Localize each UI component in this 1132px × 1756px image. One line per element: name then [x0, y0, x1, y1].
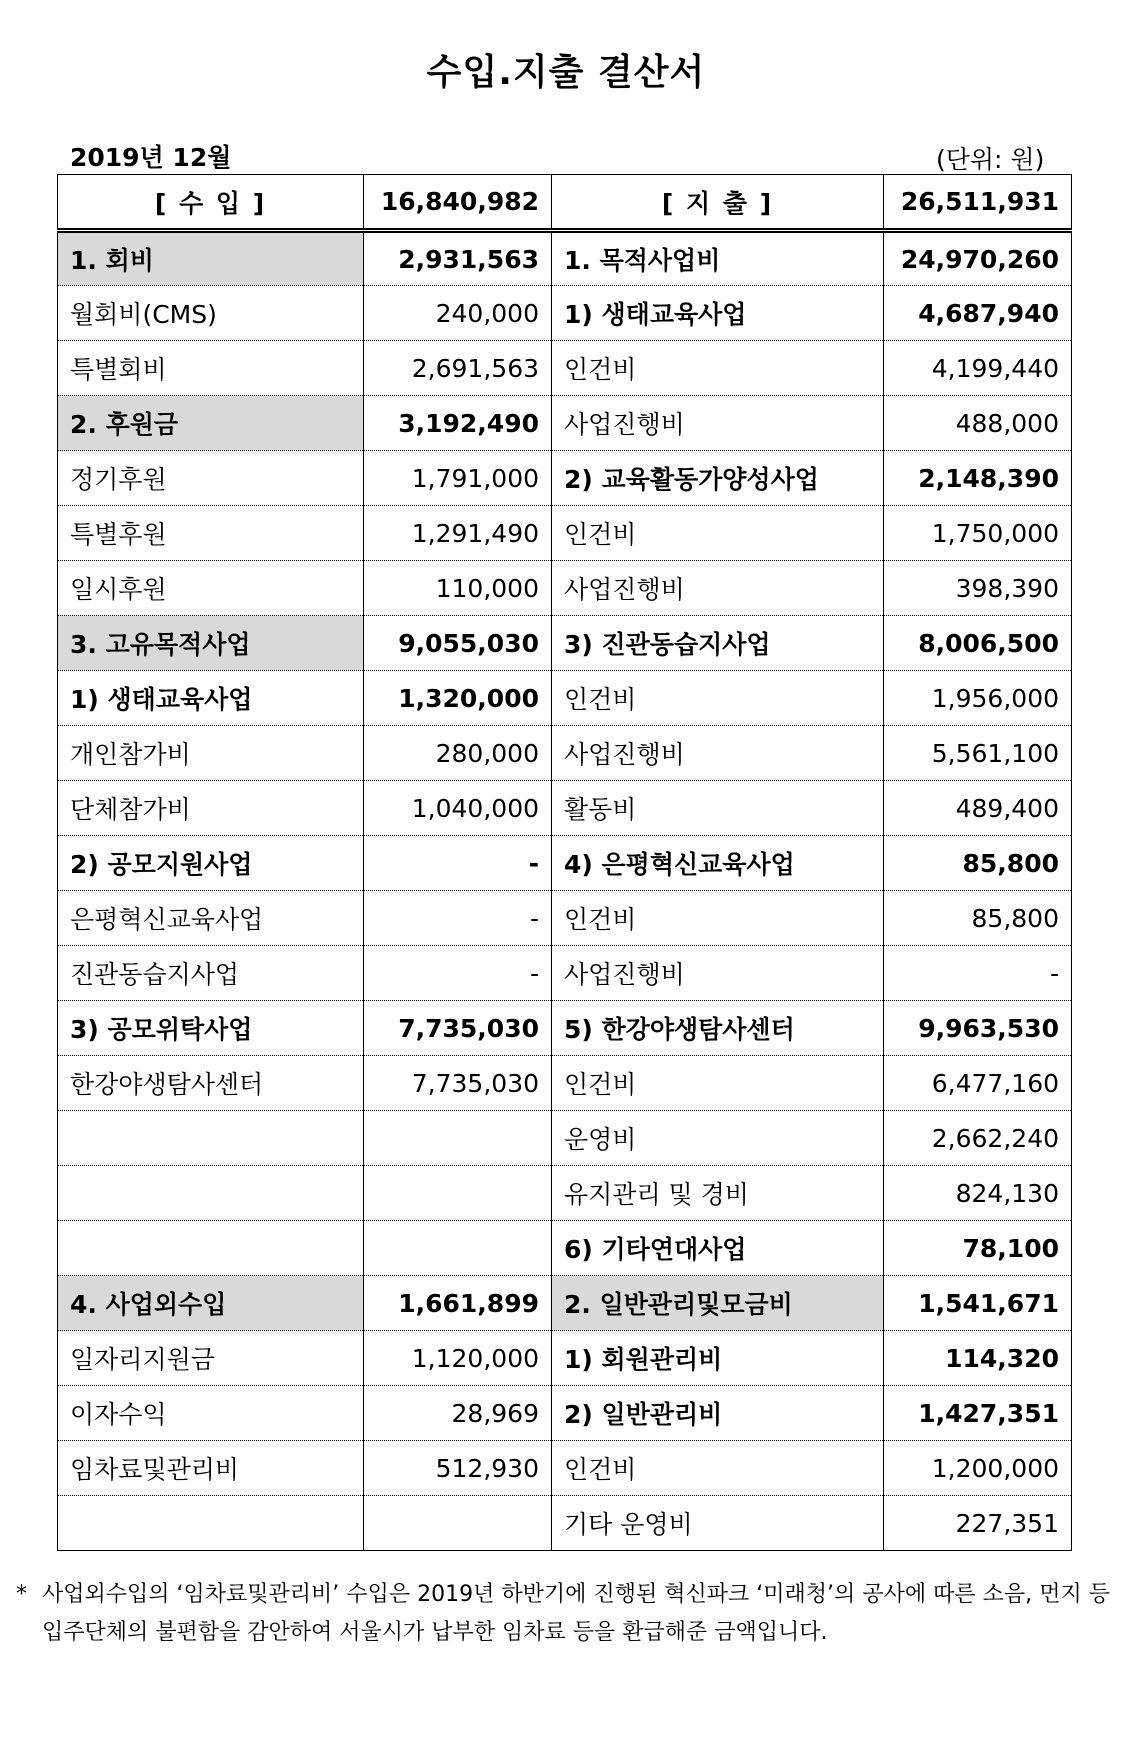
income-item-amount-empty: [364, 1496, 552, 1551]
expense-total: 26,511,931: [884, 175, 1072, 231]
expense-category-amount: 1,541,671: [884, 1276, 1072, 1331]
expense-item-amount: 2,662,240: [884, 1111, 1072, 1166]
expense-subcategory: 1) 생태교육사업: [552, 286, 884, 341]
income-item-amount: 280,000: [364, 726, 552, 781]
report-date: 2019년 12월: [70, 143, 232, 172]
income-item-amount: 240,000: [364, 286, 552, 341]
table-row: [58, 946, 1072, 1001]
expense-item-amount: 1,750,000: [884, 506, 1072, 561]
expense-subcategory-amount: 78,100: [884, 1221, 1072, 1276]
expense-item-amount: 5,561,100: [884, 726, 1072, 781]
table-row: [58, 286, 1072, 341]
income-item-amount: 1,291,490: [364, 506, 552, 561]
expense-subcategory: 2) 일반관리비: [552, 1386, 884, 1441]
income-category-amount: 3,192,490: [364, 396, 552, 451]
income-item-amount: 1,120,000: [364, 1331, 552, 1386]
expense-item: 사업진행비: [552, 726, 884, 781]
expense-item-amount: 489,400: [884, 781, 1072, 836]
income-item-empty: [58, 1496, 364, 1551]
table-row: [58, 451, 1072, 506]
income-item: 특별후원: [58, 506, 364, 561]
income-item-empty: [58, 1166, 364, 1221]
table-row: [58, 1496, 1072, 1551]
expense-subcategory: 6) 기타연대사업: [552, 1221, 884, 1276]
table-row: [58, 781, 1072, 836]
expense-subcategory: 5) 한강야생탐사센터: [552, 1001, 884, 1056]
income-subcategory-amount: 1,320,000: [364, 671, 552, 726]
income-item: 월회비(CMS): [58, 286, 364, 341]
income-subcategory: 2) 공모지원사업: [58, 836, 364, 891]
expense-item-amount: 6,477,160: [884, 1056, 1072, 1111]
income-item-amount: 28,969: [364, 1386, 552, 1441]
expense-item-amount: -: [884, 946, 1072, 1001]
income-item: 일시후원: [58, 561, 364, 616]
expense-subcategory-amount: 114,320: [884, 1331, 1072, 1386]
income-item: 은평혁신교육사업: [58, 891, 364, 946]
income-item-amount: 110,000: [364, 561, 552, 616]
table-row: [58, 891, 1072, 946]
table-row: [58, 341, 1072, 396]
expense-item: 기타 운영비: [552, 1496, 884, 1551]
expense-item: 인건비: [552, 1056, 884, 1111]
income-item-amount: -: [364, 946, 552, 1001]
table-header-row: [58, 175, 1072, 231]
income-header-label: [ 수 입 ]: [58, 175, 364, 231]
table-row: [58, 1276, 1072, 1331]
expense-category: 1. 목적사업비: [552, 231, 884, 286]
table-row: [58, 1166, 1072, 1221]
income-item: 이자수익: [58, 1386, 364, 1441]
expense-item: 운영비: [552, 1111, 884, 1166]
expense-subcategory: 3) 진관동습지사업: [552, 616, 884, 671]
expense-item-amount: 1,956,000: [884, 671, 1072, 726]
income-item: 단체참가비: [58, 781, 364, 836]
table-row: [58, 1386, 1072, 1441]
income-item-amount: 2,691,563: [364, 341, 552, 396]
expense-category-amount: 24,970,260: [884, 231, 1072, 286]
income-subcategory: 3) 공모위탁사업: [58, 1001, 364, 1056]
income-item-empty: [58, 1221, 364, 1276]
expense-subcategory-amount: 1,427,351: [884, 1386, 1072, 1441]
expense-item: 인건비: [552, 341, 884, 396]
table-row: [58, 1221, 1072, 1276]
income-total: 16,840,982: [364, 175, 552, 231]
income-item-amount-empty: [364, 1221, 552, 1276]
settlement-table: [57, 174, 1072, 1551]
expense-item: 유지관리 및 경비: [552, 1166, 884, 1221]
table-row: [58, 231, 1072, 286]
table-row: [58, 1001, 1072, 1056]
expense-item: 사업진행비: [552, 396, 884, 451]
income-category: 1. 회비: [58, 231, 364, 286]
table-row: [58, 1056, 1072, 1111]
income-item: 특별회비: [58, 341, 364, 396]
expense-subcategory-amount: 85,800: [884, 836, 1072, 891]
expense-item: 인건비: [552, 506, 884, 561]
expense-subcategory-amount: 9,963,530: [884, 1001, 1072, 1056]
income-category-amount: 1,661,899: [364, 1276, 552, 1331]
expense-item-amount: 85,800: [884, 891, 1072, 946]
footnote-mark: *: [16, 1582, 27, 1607]
table-row: [58, 1111, 1072, 1166]
expense-item: 사업진행비: [552, 946, 884, 1001]
income-item-amount: 1,791,000: [364, 451, 552, 506]
expense-subcategory: 4) 은평혁신교육사업: [552, 836, 884, 891]
income-item: 정기후원: [58, 451, 364, 506]
income-category-amount: 2,931,563: [364, 231, 552, 286]
expense-subcategory: 2) 교육활동가양성사업: [552, 451, 884, 506]
table-row: [58, 836, 1072, 891]
income-item-amount: -: [364, 891, 552, 946]
footnote-text: 사업외수입의 ‘임차료및관리비’ 수입은 2019년 하반기에 진행된 혁신파크 ‘미래청’의 공사에 따른 소음, 먼지 등 입주단체의 불편함을 감안하여 서울시가 납부한 임차료 등을 환급해준 금액입니다.: [42, 1582, 1110, 1645]
page-title: 수입.지출 결산서: [426, 52, 706, 93]
income-item: 개인참가비: [58, 726, 364, 781]
income-subcategory-amount: -: [364, 836, 552, 891]
expense-item-amount: 4,199,440: [884, 341, 1072, 396]
table-row: [58, 561, 1072, 616]
income-item-amount: 1,040,000: [364, 781, 552, 836]
income-item-amount: 7,735,030: [364, 1056, 552, 1111]
table-row: [58, 1331, 1072, 1386]
income-item-amount: 512,930: [364, 1441, 552, 1496]
income-item-empty: [58, 1111, 364, 1166]
table-row: [58, 506, 1072, 561]
expense-item-amount: 824,130: [884, 1166, 1072, 1221]
income-category: 4. 사업외수입: [58, 1276, 364, 1331]
expense-header-label: [ 지 출 ]: [552, 175, 884, 231]
income-item-amount-empty: [364, 1166, 552, 1221]
income-subcategory-amount: 7,735,030: [364, 1001, 552, 1056]
income-subcategory: 1) 생태교육사업: [58, 671, 364, 726]
expense-item-amount: 488,000: [884, 396, 1072, 451]
table-row: [58, 396, 1072, 451]
expense-subcategory-amount: 4,687,940: [884, 286, 1072, 341]
table-row: [58, 726, 1072, 781]
footnote: [10, 1576, 1110, 1652]
expense-subcategory: 1) 회원관리비: [552, 1331, 884, 1386]
expense-item: 인건비: [552, 1441, 884, 1496]
expense-category: 2. 일반관리및모금비: [552, 1276, 884, 1331]
expense-item: 인건비: [552, 891, 884, 946]
expense-item: 사업진행비: [552, 561, 884, 616]
table-row: [58, 616, 1072, 671]
income-category: 2. 후원금: [58, 396, 364, 451]
income-item: 진관동습지사업: [58, 946, 364, 1001]
income-category: 3. 고유목적사업: [58, 616, 364, 671]
income-item: 한강야생탐사센터: [58, 1056, 364, 1111]
expense-subcategory-amount: 8,006,500: [884, 616, 1072, 671]
expense-item-amount: 1,200,000: [884, 1441, 1072, 1496]
expense-item: 활동비: [552, 781, 884, 836]
table-row: [58, 671, 1072, 726]
income-item: 일자리지원금: [58, 1331, 364, 1386]
expense-subcategory-amount: 2,148,390: [884, 451, 1072, 506]
expense-item: 인건비: [552, 671, 884, 726]
unit-label: (단위: 원): [936, 145, 1045, 174]
table-row: [58, 1441, 1072, 1496]
income-item-amount-empty: [364, 1111, 552, 1166]
expense-item-amount: 227,351: [884, 1496, 1072, 1551]
income-category-amount: 9,055,030: [364, 616, 552, 671]
expense-item-amount: 398,390: [884, 561, 1072, 616]
income-item: 임차료및관리비: [58, 1441, 364, 1496]
